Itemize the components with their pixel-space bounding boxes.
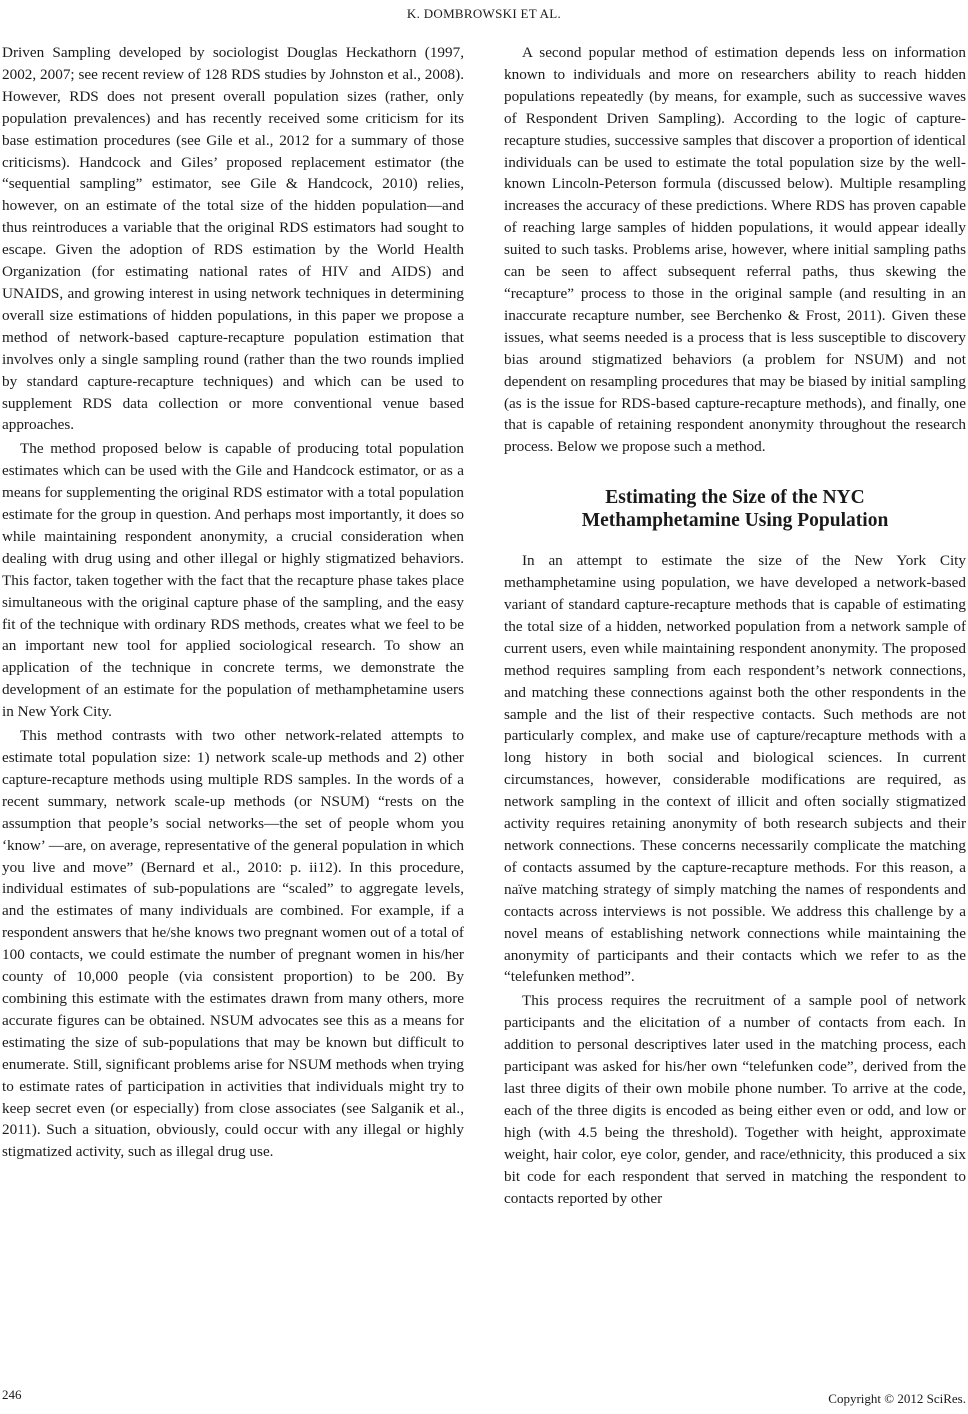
paragraph: In an attempt to estimate the size of the New York City methamphetamine using population, we have developed a network-based variant of standard capture-recapture methods that is capable of estimating the total size of a hidden, networked population from a network sample of current users, even while maintaining respondent anonymity. The proposed method requires sampling from each respondent’s network connections, and matching these connections against both the other respondents in the sample and the list of their respective contacts. Such methods are not particularly complex, and make use of capture/recapture methods with a long history in both social and biological sciences. In current circumstances, however, considerable modifications are required, as network sampling in the context of illicit and often socially stigmatized activity requires retaining anonymity of both research subjects and their network connections. These concerns necessarily complicate the matching of contacts assumed by the capture-recapture methods. For this reason, a naïve matching strategy of simply matching the names of respondents and contacts across interviews is not possible. We address this challenge by a novel means of establishing network connections while maintaining the anonymity of participants and their contacts which we refer to as the “telefunken method”. xyxy=(504,552,966,986)
paragraph: This process requires the recruitment of a sample pool of network participants and the elicitation of a number of contacts from each. In addition to personal descriptives later used in the matching process, each participant was asked for his/her own “telefunken code”, derived from the last three digits of their own mobile phone number. To arrive at the code, each of the three digits is encoded as being either even or odd, and low or high (with 4.5 being the threshold). Together with height, approximate weight, hair color, eye color, gender, and race/ethnicity, this produced a six bit code for each respondent that served in matching the respondent to contacts reported by other xyxy=(504,992,966,1207)
paragraph: The method proposed below is capable of producing total population estimates which can be used with the Gile and Handcock estimator, or as a means for supplementing the original RDS estimator with a total population estimate for the group in question. And perhaps most importantly, it does so while maintaining respondent anonymity, a crucial consideration when dealing with drug using and other illegal or highly stigmatized behaviors. This factor, taken together with the fact that the recapture phase takes place simultaneous with the original capture phase of the sampling, and the easy fit of the technique with ordinary RDS methods, creates what we feel to be an important new tool for applied sociological research. To show an application of the technique in concrete terms, we demonstrate the development of an estimate for the population of methamphetamine users in New York City. xyxy=(2,440,464,721)
right-column xyxy=(504,42,966,1209)
copyright-notice: Copyright © 2012 SciRes. xyxy=(828,1391,966,1406)
section-heading-line-2: Methamphetamine Using Population xyxy=(581,510,889,532)
paragraph: Driven Sampling developed by sociologist Douglas Heckathorn (1997, 2002, 2007; see recent review of 128 RDS studies by Johnston et al., 2008). However, RDS does not present overall population sizes (rather, only population prevalences) and has recently received some criticism for its base estimation procedures (see Gile et al., 2012 for a summary of those criticisms). Handcock and Giles’ proposed replacement estimator (the “sequential sampling” estimator, see Gile & Handcock, 2010) relies, however, on an estimate of the total size of the hidden population—and thus reintroduces a variable that the original RDS estimators had sought to escape. Given the adoption of RDS estimation by the World Health Organization (for estimating national rates of HIV and AIDS) and UNAIDS, and growing interest in using network techniques in determining overall size estimations of hidden populations, in this paper we propose a method of network-based capture-recapture population estimation that involves only a single sampling round (rather than the two rounds implied by standard capture-recapture techniques) and which can be used to supplement RDS data collection or more conventional venue based approaches. xyxy=(2,44,464,434)
left-column xyxy=(2,42,464,1163)
page-number: 246 xyxy=(2,1387,22,1402)
running-head: K. DOMBROWSKI ET AL. xyxy=(406,6,562,21)
paragraph: A second popular method of estimation depends less on information known to individuals and more on researchers ability to reach hidden populations repeatedly (by means, for example, such as successive waves of Respondent Driven Sampling). According to the logic of capture-recapture studies, successive samples that discover a proportion of identical individuals can be used to estimate the total population size by the well-known Lincoln-Peterson formula (discussed below). Multiple resampling increases the accuracy of these predictions. Where RDS has proven capable of reaching large samples of hidden populations, it would appear ideally suited to such tasks. Problems arise, however, where initial sampling paths can be seen to affect subsequent referral paths, thus skewing the “recapture” process to those in the original sample (and resulting in an inaccurate recapture number, see Berchenko & Frost, 2011). Given these issues, what seems needed is a process that is less susceptible to discovery bias around stigmatized behaviors (a problem for NSUM) and not dependent on resampling procedures that may be biased by initial sampling (as is the issue for RDS-based capture-recapture methods), and finally, one that is capable of retaining respondent anonymity throughout the research process. Below we propose such a method. xyxy=(504,44,966,456)
paragraph: This method contrasts with two other network-related attempts to estimate total population size: 1) network scale-up methods and 2) other capture-recapture methods using multiple RDS samples. In the words of a recent summary, network scale-up methods (or NSUM) “rests on the assumption that people’s social networks—the set of people whom you ‘know’ —are, on average, representative of the general population in which you live and move” (Bernard et al., 2010: p. ii12). In this procedure, individual estimates of sub-populations are “scaled” to aggregate levels, and the estimates of many individuals are combined. For example, if a respondent answers that he/she knows two pregnant women out of a total of 100 contacts, we could estimate the number of pregnant women in his/her county of 10,000 people (via consistent proportion) to be 200. By combining this estimate with the estimates drawn from many others, more accurate figures can be obtained. NSUM advocates see this as a means for estimating the size of sub-populations that may be known but difficult to enumerate. Still, significant problems arise for NSUM methods when trying to estimate rates of participation in activities that individuals might try to keep secret even (or especially) from close associates (see Salganik et al., 2011). Such a situation, obviously, could occur with any illegal or highly stigmatized activity, such as illegal drug use. xyxy=(2,727,464,1161)
section-heading xyxy=(504,486,966,532)
section-heading-line-1: Estimating the Size of the NYC xyxy=(605,487,865,509)
